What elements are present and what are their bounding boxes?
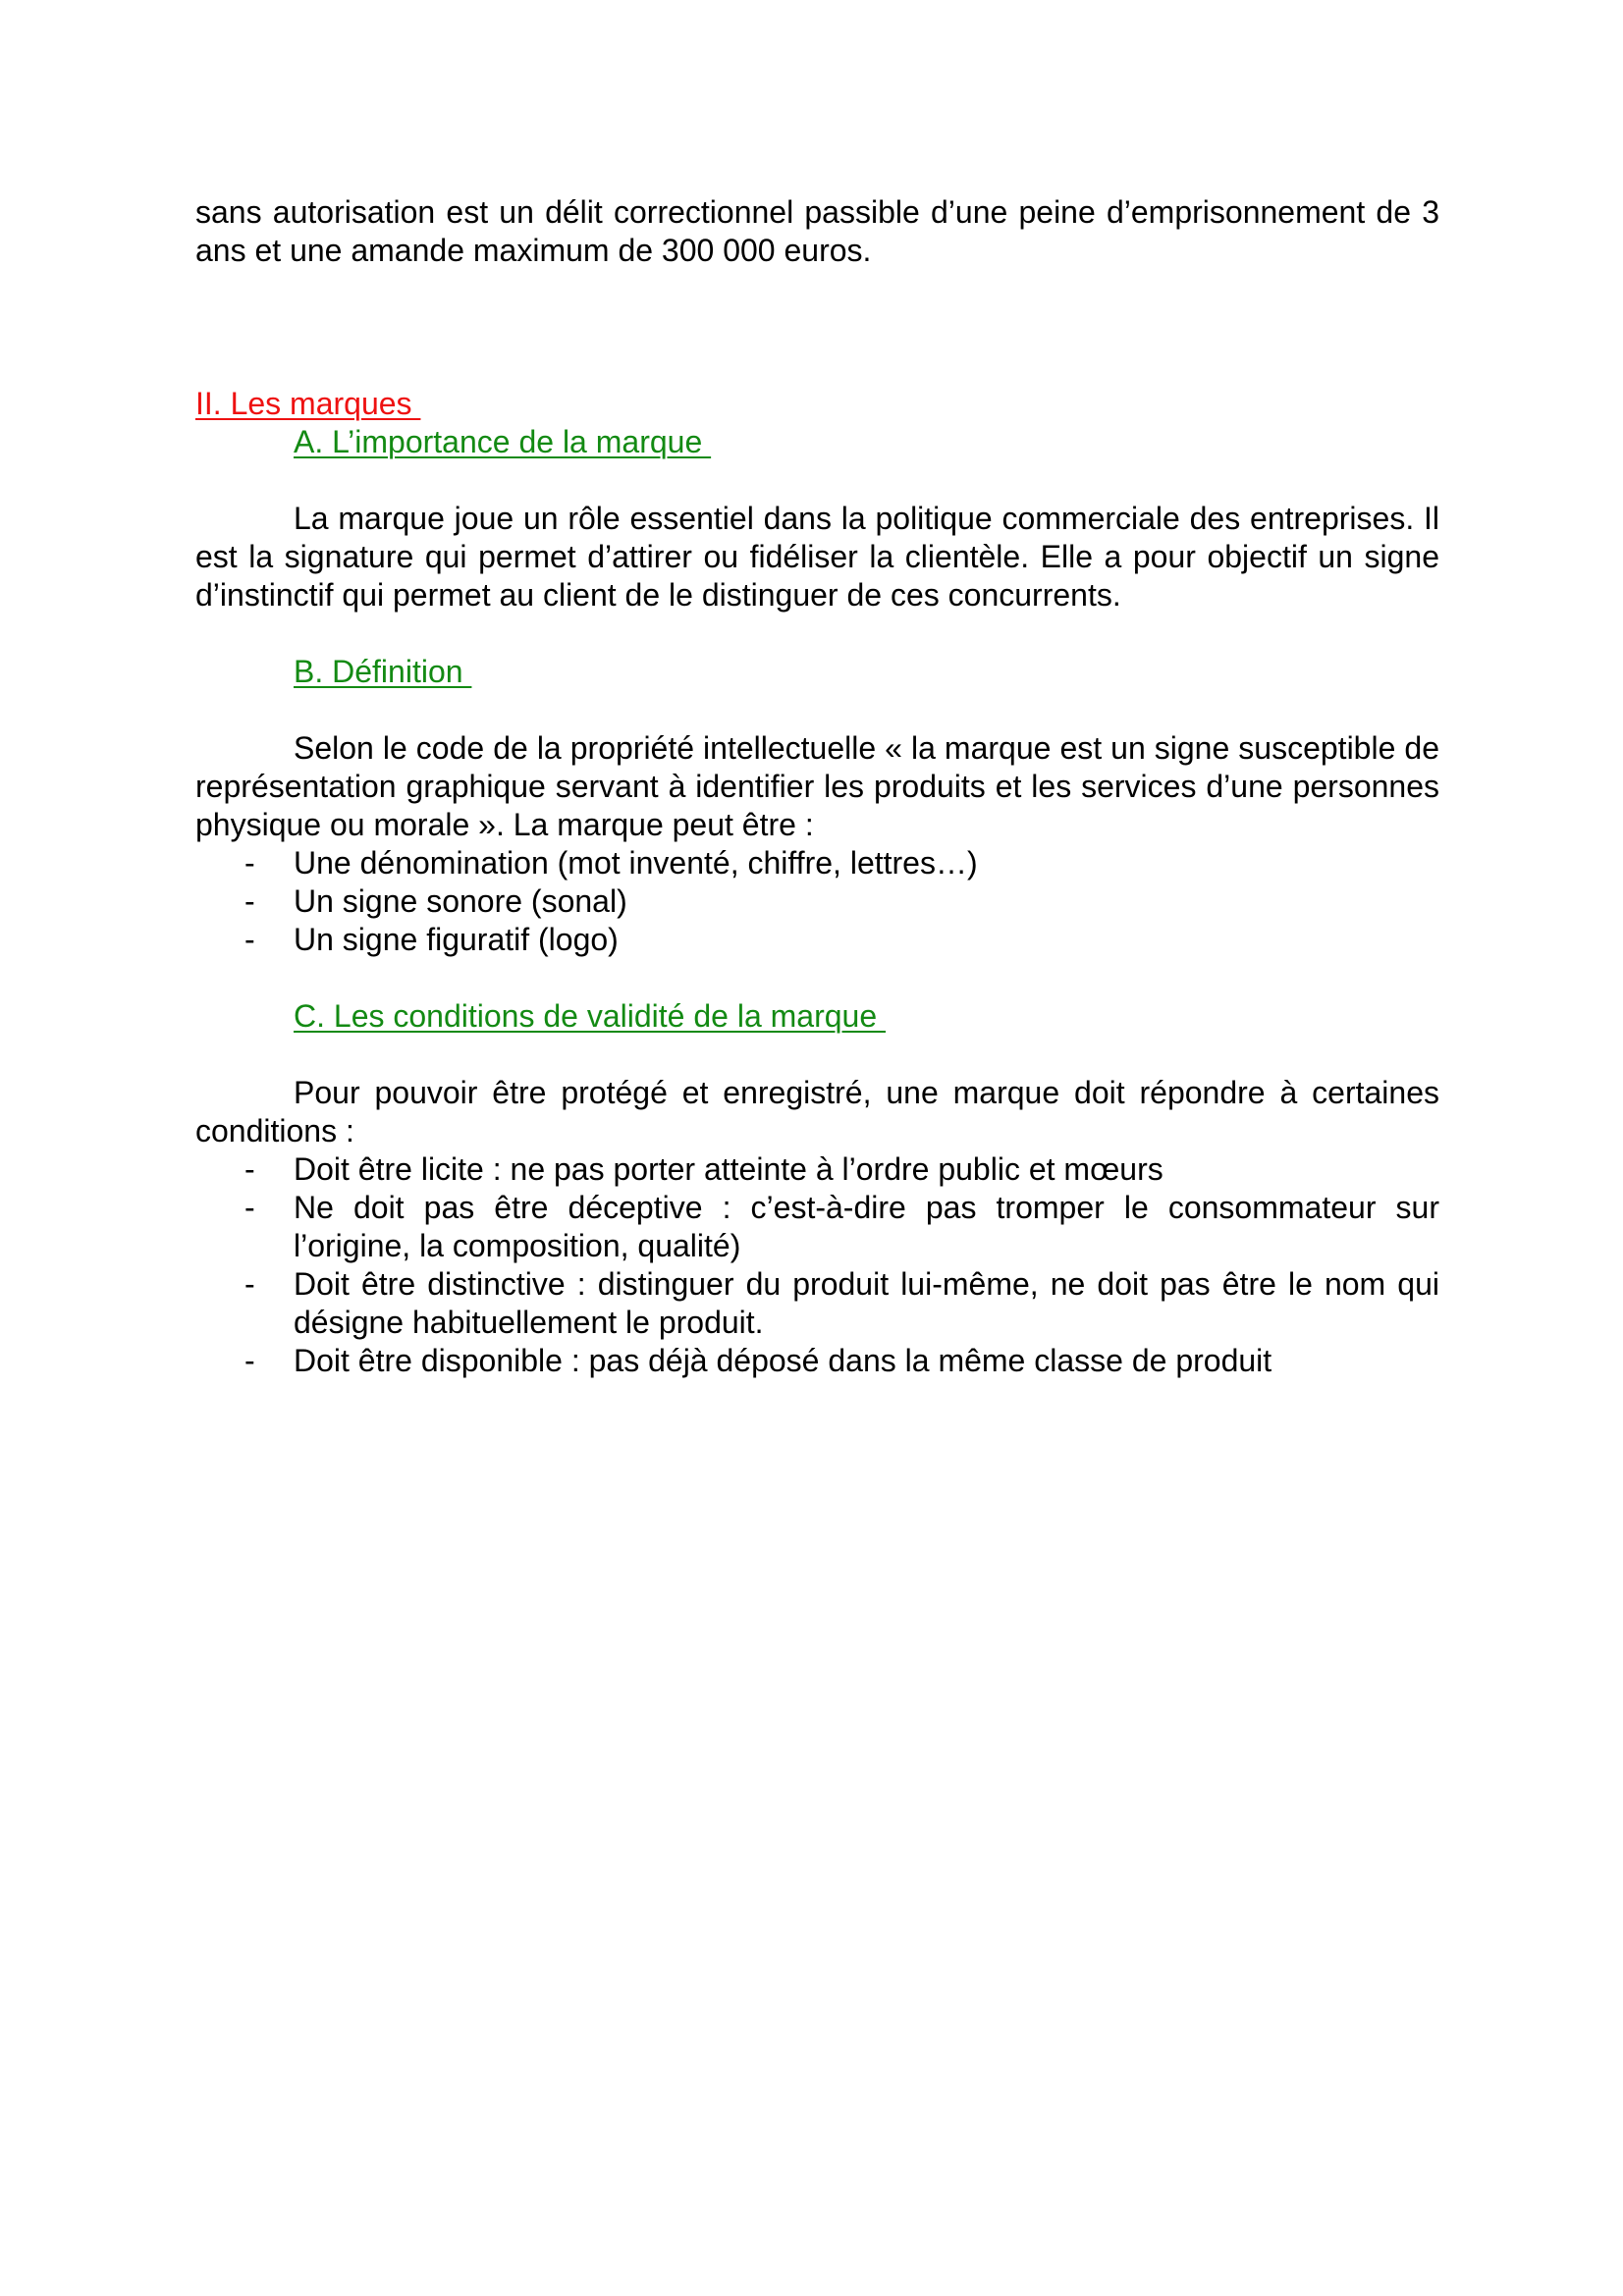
subsection-c-paragraph: Pour pouvoir être protégé et enregistré, une marque doit répondre à certaines conditions : — [195, 1075, 1439, 1148]
list-bullet: - — [244, 1266, 255, 1302]
section-heading: II. Les marques — [195, 386, 421, 421]
list-item — [195, 882, 1439, 921]
intro-paragraph: sans autorisation est un délit correctionnel passible d’une peine d’emprisonnement de 3 ans et une amande maximum de 300 000 euros. — [195, 194, 1439, 268]
list-bullet: - — [244, 1190, 255, 1225]
spacer — [195, 614, 1439, 653]
subsection-b-heading: B. Définition — [294, 654, 472, 689]
conditions-list — [195, 1150, 1439, 1380]
list-item-text: Un signe sonore (sonal) — [294, 883, 627, 919]
list-item — [195, 1342, 1439, 1380]
subsection-b-paragraph: Selon le code de la propriété intellectuelle « la marque est un signe susceptible de représentation graphique servant à identifier les produits et les services d’une personnes physique ou morale ». La marque peut être : — [195, 730, 1439, 842]
list-bullet: - — [244, 883, 255, 919]
list-item — [195, 1265, 1439, 1342]
list-item-text: Doit être licite : ne pas porter atteinte à l’ordre public et mœurs — [294, 1151, 1163, 1187]
spacer — [195, 959, 1439, 997]
list-item-text: Ne doit pas être déceptive : c’est-à-dire pas tromper le consommateur sur l’origine, la composition, qualité) — [294, 1190, 1439, 1263]
list-bullet: - — [244, 845, 255, 881]
spacer — [195, 461, 1439, 500]
list-item-text: Une dénomination (mot inventé, chiffre, lettres…) — [294, 845, 978, 881]
subsection-a-paragraph: La marque joue un rôle essentiel dans la politique commerciale des entreprises. Il est la signature qui permet d’attirer ou fidéliser la clientèle. Elle a pour objectif un signe d’instinctif qui permet au client de le distinguer de ces concurrents. — [195, 501, 1439, 613]
list-item — [195, 1189, 1439, 1265]
list-item-text: Doit être distinctive : distinguer du produit lui-même, ne doit pas être le nom qui désigne habituellement le produit. — [294, 1266, 1439, 1340]
spacer — [195, 270, 1439, 385]
list-bullet: - — [244, 1343, 255, 1378]
list-item-text: Un signe figuratif (logo) — [294, 922, 619, 957]
list-item — [195, 1150, 1439, 1189]
list-bullet: - — [244, 1151, 255, 1187]
list-bullet: - — [244, 922, 255, 957]
subsection-a-heading: A. L’importance de la marque — [294, 424, 712, 459]
definition-list — [195, 844, 1439, 959]
document-page — [195, 193, 1439, 1380]
spacer — [195, 1036, 1439, 1074]
list-item — [195, 921, 1439, 959]
list-item — [195, 844, 1439, 882]
spacer — [195, 691, 1439, 729]
subsection-c-heading: C. Les conditions de validité de la marque — [294, 998, 887, 1034]
list-item-text: Doit être disponible : pas déjà déposé dans la même classe de produit — [294, 1343, 1272, 1378]
